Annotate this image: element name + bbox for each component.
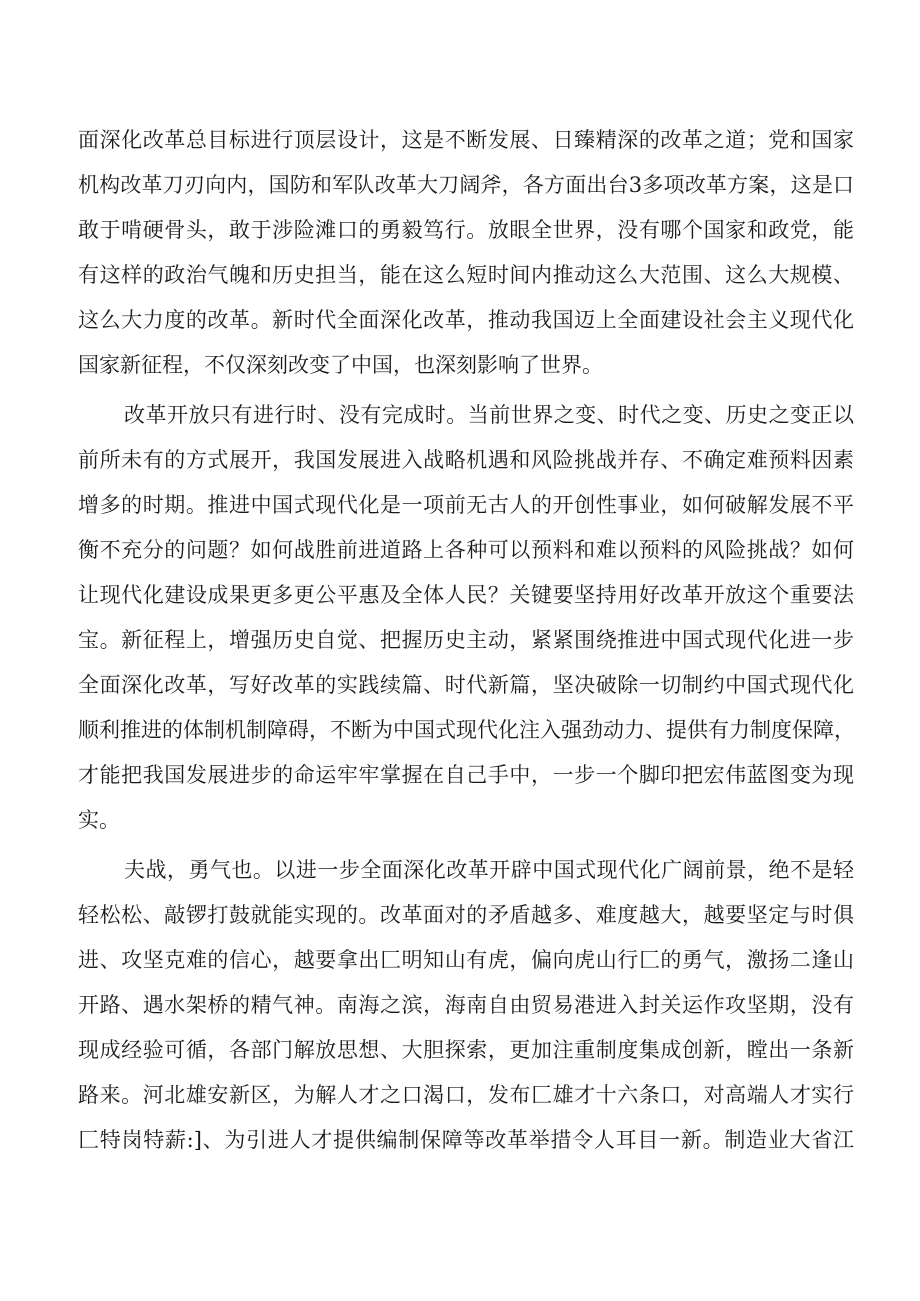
paragraph-2-line-8: 顺利推进的体制机制障碍，不断为中国式现代化注入强劲动力、提供有力制度保障，	[78, 718, 855, 742]
paragraph-2-line-7: 全面深化改革，写好改革的实践续篇、时代新篇，坚决破除一切制约中国式现代化	[78, 673, 854, 697]
paragraph-2-line-1: 改革开放只有进行时、没有完成时。当前世界之变、时代之变、历史之变正以	[124, 403, 854, 427]
paragraph-1-line-3: 敢于啃硬骨头，敢于涉险滩口的勇毅笃行。放眼全世界，没有哪个国家和政党，能	[78, 218, 854, 242]
paragraph-3-line-3: 进、攻坚克难的信心，越要拿出匚明知山有虎，偏向虎山行匚的勇气，激扬二逢山	[78, 948, 854, 972]
paragraph-1-line-4: 有这样的政治气魄和历史担当，能在这么短时间内推动这么大范围、这么大规模、	[78, 263, 854, 287]
paragraph-1-line-2: 机构改革刀刃向内，国防和军队改革大刀阔斧，各方面出台3多项改革方案，这是口	[78, 173, 854, 197]
paragraph-3-line-2: 轻松松、敲锣打鼓就能实现的。改革面对的矛盾越多、难度越大，越要坚定与时俱	[78, 903, 854, 927]
paragraph-2-line-3: 增多的时期。推进中国式现代化是一项前无古人的开创性事业，如何破解发展不平	[78, 493, 854, 517]
paragraph-3-line-4: 开路、遇水架桥的精气神。南海之滨，海南自由贸易港进入封关运作攻坚期，没有	[78, 993, 854, 1017]
paragraph-3-line-7: 匚特岗特薪:]、为引进人才提供编制保障等改革举措令人耳目一新。制造业大省江	[78, 1128, 854, 1152]
paragraph-1-line-1: 面深化改革总目标进行顶层设计，这是不断发展、日臻精深的改革之道；党和国家	[78, 128, 854, 152]
paragraph-3-line-5: 现成经验可循，各部门解放思想、大胆探索，更加注重制度集成创新，瞠出一条新	[78, 1038, 854, 1062]
paragraph-1-line-5: 这么大力度的改革。新时代全面深化改革，推动我国迈上全面建设社会主义现代化	[78, 308, 854, 332]
paragraph-1-line-6: 国家新征程，不仅深刻改变了中国，也深刻影响了世界。	[78, 353, 603, 377]
paragraph-3-line-1: 夫战，勇气也。以进一步全面深化改革开辟中国式现代化广阔前景，绝不是轻	[124, 858, 854, 882]
paragraph-3-line-6: 路来。河北雄安新区，为解人才之口渴口，发布匚雄才十六条口，对高端人才实行	[78, 1083, 854, 1107]
paragraph-2-line-4: 衡不充分的问题？如何战胜前进道路上各种可以预料和难以预料的风险挑战？如何	[78, 538, 854, 562]
paragraph-2-line-5: 让现代化建设成果更多更公平惠及全体人民？关键要坚持用好改革开放这个重要法	[78, 583, 854, 607]
paragraph-2-line-9: 才能把我国发展进步的命运牢牢掌握在自己手中，一步一个脚印把宏伟蓝图变为现	[78, 763, 854, 787]
paragraph-2-line-2: 前所未有的方式展开，我国发展进入战略机遇和风险挑战并存、不确定难预料因素	[78, 448, 854, 472]
paragraph-2-line-10: 实。	[78, 808, 120, 832]
paragraph-2-line-6: 宝。新征程上，增强历史自觉、把握历史主动，紧紧围绕推进中国式现代化进一步	[78, 628, 854, 652]
